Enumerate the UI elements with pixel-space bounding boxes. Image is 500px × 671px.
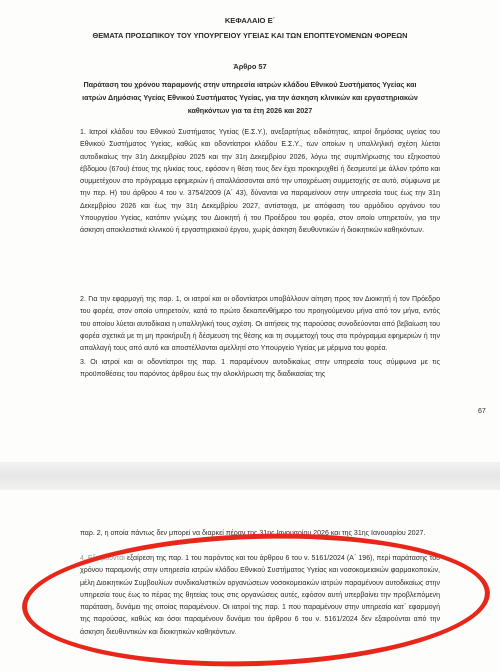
paragraph-1: 1. Ιατροί κλάδου του Εθνικού Συστήματος Υγείας (Ε.Σ.Υ.), ανεξαρτήτως ειδικότητας, ιατροί δημόσιας υγείας του Εθνικού Συστήματος Υγείας, καθώς και οδοντίατροι κλάδου Ε.Σ.Υ., των οποίων η υπαλληλική σχέση λύεται αυτοδικαίως την 31η Δεκεμβρίου 2025 και την 31η Δεκεμβρίου 2026, λόγω της συμπλήρωσης του εξηκοστού έβδομου (67ου) έτους της ηλικίας τους, εφόσον η θέση τους δεν έχει προκηρυχθεί ή δεσμευτεί με άλλον τρόπο και συμμετέχουν στο πρόγραμμα εφημεριών ή απαλλάσσονται από την υποχρέωση συμμετοχής σε αυτό, σύμφωνα με την περ. Η) του άρθρου 4 του ν. 3754/2009 (Α΄ 43), δύνανται να παραμείνουν στην υπηρεσία τους έως την 31η Δεκεμβρίου 2026 και έως την 31η Δεκεμβρίου 2027, αντίστοιχα, με απόφαση του αρμόδιου οργάνου του Υπουργείου Υγείας, κατόπιν γνώμης του Διοικητή ή του Προέδρου του φορέα, στον οποίο υπηρετούν, για την άσκηση αποκλειστικά κλινικού ή εργαστηριακού έργου, χωρίς άσκηση διευθυντικών ή διοικητικών καθηκόντων. [80, 129, 440, 235]
page-number: 67 [478, 408, 486, 415]
chapter-heading: ΚΕΦΑΛΑΙΟ Ε΄ [224, 16, 276, 25]
red-highlight-oval [20, 527, 492, 671]
document-page-2 [0, 490, 500, 671]
section-heading: ΘΕΜΑΤΑ ΠΡΟΣΩΠΙΚΟΥ ΤΟΥ ΥΠΟΥΡΓΕΙΟΥ ΥΓΕΙΑΣ ΚΑΙ ΤΩΝ ΕΠΟΠΤΕΥΟΜΕΝΩΝ ΦΟΡΕΩΝ [92, 31, 408, 40]
paragraph-3-tail: παρ. 2, η οποία πάντως δεν μπορεί να διαρκεί πέραν της 31ης Ιανουαρίου 2026 και της 31ης Ιανουαρίου 2027. [80, 530, 426, 537]
article-number: Άρθρο 57 [233, 62, 267, 71]
paragraph-2: 2. Για την εφαρμογή της παρ. 1, οι ιατροί και οι οδοντίατροι υποβάλλουν αίτηση προς τον Διοικητή ή τον Πρόεδρο του φορέα, στον οποίο υπηρετούν, κατά το πρώτο δεκαπενθήμερο του προηγούμενου μήνα από τον μήνα, εντός του οποίου λύεται αυτοδίκαια η υπαλληλική τους σχέση. Οι αιτήσεις της παρούσας συνοδεύονται από βεβαίωση του φορέα σχετικά με τη μη προκήρυξη ή δέσμευση της θέσης και τη συμμετοχή τους στο πρόγραμμα εφημεριών ή την απαλλαγή τους από αυτό και αποστέλλονται αμελλητί στο Υπουργείο Υγείας με μέριμνα του φορέα. [80, 296, 440, 353]
paragraph-4-start: 4. Εξαιρούνται [80, 555, 125, 562]
paragraph-4-text: εξαίρεση της παρ. 1 του παρόντος και του άρθρου 6 του ν. 5161/2024 (Α΄ 196), περί παράτασης του χρόνου παραμονής στην υπηρεσία ιατρών κλάδου Εθνικού Συστήματος Υγείας και νοσοκομειακών φαρμακοποιών, μέλη Διοικητικών Συμβουλίων συνδικαλιστικών οργανώσεων νοσοκομειακών ιατρών παραμένουν αυτοδικαίως στην υπηρεσία τους έως το πέρας της θητείας τους στις οργανώσεις αυτές, εφόσον αυτή υπερβαίνει την προβλεπόμενη παράταση, δυνάμει της οποίας παραμένουν. Οι ιατροί της παρ. 1 που παραμένουν στην υπηρεσία κατ΄ εφαρμογή της παρούσας, καθώς και όσοι παραμένουν δυνάμει του άρθρου 6 του ν. 5161/2024 δεν εξαιρούνται από την άσκηση διευθυντικών και διοικητικών καθηκόντων. [80, 555, 440, 636]
article-title: Παράταση του χρόνου παραμονής στην υπηρεσία ιατρών κλάδου Εθνικού Συστήματος Υγείας και ιατρών Δημόσιας Υγείας Εθνικού Συστήματος Υγείας, για την άσκηση κλινικών και εργαστηριακών καθηκόντων για τα έτη 2026 και 2027 [82, 80, 418, 115]
paragraph-3: 3. Οι ιατροί και οι οδοντίατροι της παρ. 1 παραμένουν αυτοδικαίως στην υπηρεσία τους σύμφωνα με τις προϋποθέσεις του παρόντος άρθρου έως την ολοκλήρωση της διαδικασίας της [80, 359, 440, 379]
page-separator [0, 462, 500, 490]
